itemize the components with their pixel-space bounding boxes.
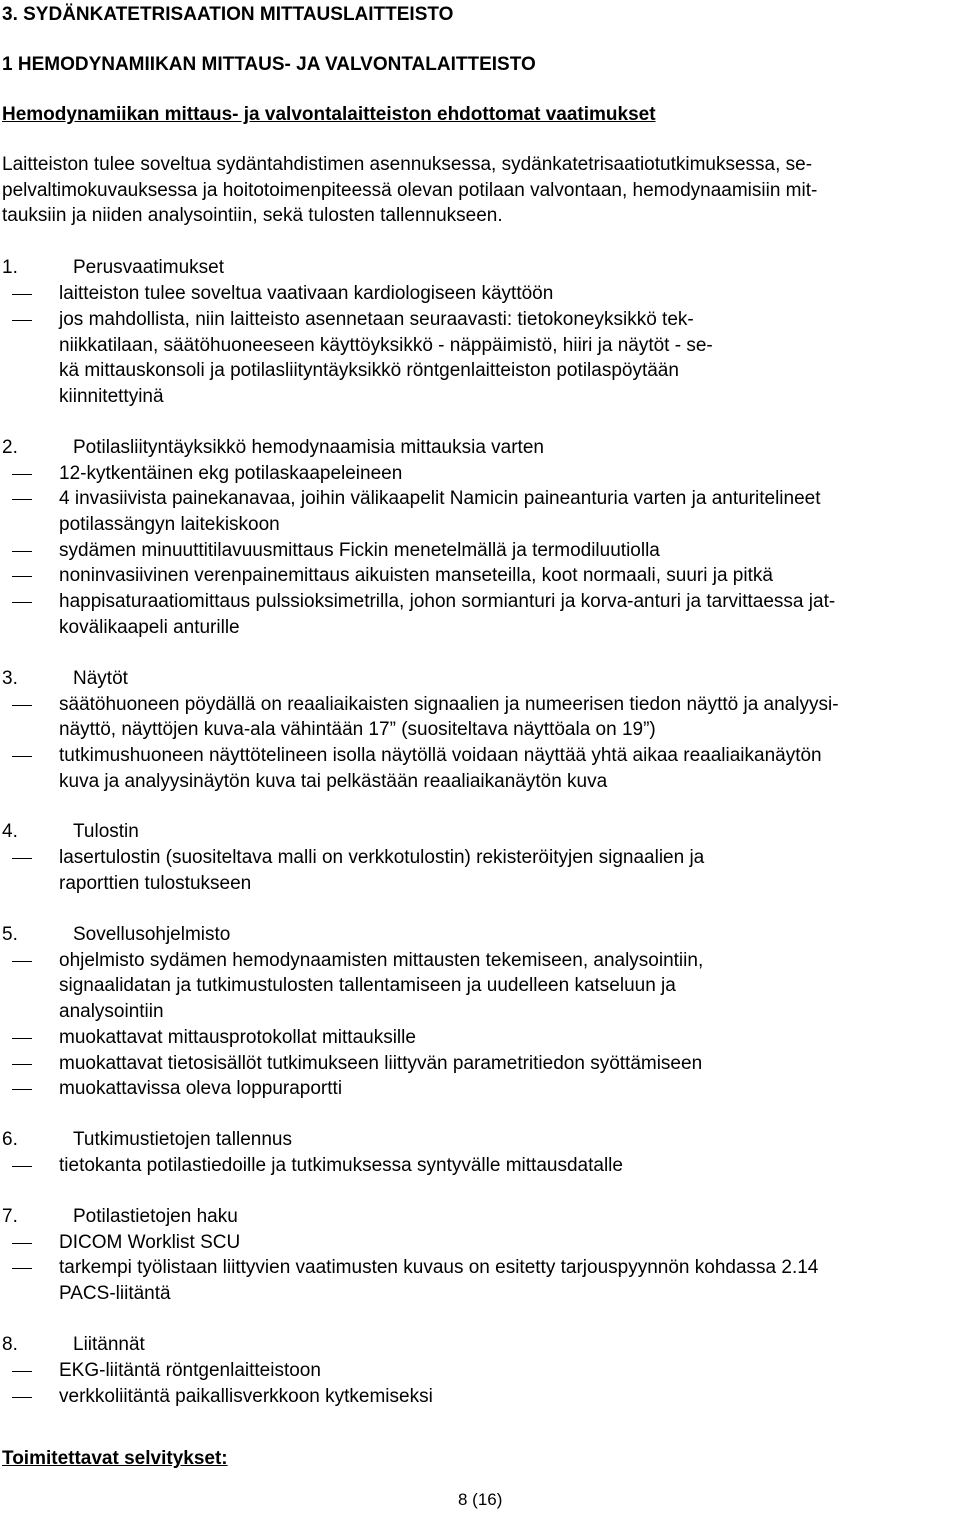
list-item (2, 948, 949, 1025)
dash-bullet-icon (12, 1064, 32, 1065)
page-number: 8 (16) (458, 1490, 503, 1509)
dash-bullet-icon (12, 1166, 32, 1167)
section-title-text: Näytöt (73, 667, 128, 689)
dash-bullet-icon (12, 1371, 32, 1372)
list-item-line: kovälikaapeli anturille (59, 616, 240, 638)
list-item-line: tutkimushuoneen näyttötelineen isolla näytöllä voidaan näyttää yhtä aikaa reaaliaikanäytön (59, 744, 822, 766)
section (2, 666, 958, 795)
bullet-list (2, 1358, 958, 1409)
list-item (2, 1153, 949, 1179)
list-item (2, 563, 949, 589)
requirements-heading: Hemodynamiikan mittaus- ja valvontalaitteiston ehdottomat vaatimukset (2, 104, 656, 125)
section (2, 1127, 958, 1179)
list-item-line: tarkempi työlistaan liittyvien vaatimusten kuvaus on esitetty tarjouspyynnön kohdassa 2.14 (59, 1257, 819, 1279)
section (2, 435, 958, 641)
list-item-line: muokattavissa oleva loppuraportti (59, 1078, 343, 1100)
section-title-text: Potilasliityntäyksikkö hemodynaamisia mittauksia varten (73, 436, 544, 458)
dash-bullet-icon (12, 1397, 32, 1398)
list-item (2, 743, 949, 794)
list-item-line: jos mahdollista, niin laitteisto asennetaan seuraavasti: tietokoneyksikkö tek- (59, 308, 694, 330)
intro-paragraph (2, 152, 947, 229)
dash-bullet-icon (12, 1038, 32, 1039)
list-item-line: raporttien tulostukseen (59, 873, 252, 895)
list-item-line: näyttö, näyttöjen kuva-ala vähintään 17” (suositeltava näyttöala on 19”) (59, 719, 656, 741)
bullet-list (2, 692, 958, 795)
list-item-line: EKG-liitäntä röntgenlaitteistoon (59, 1359, 321, 1381)
dash-bullet-icon (12, 705, 32, 706)
section-title (2, 435, 958, 461)
dash-bullet-icon (12, 499, 32, 500)
dash-bullet-icon (12, 294, 32, 295)
intro-line: pelvaltimokuvauksessa ja hoitotoimenpiteessä olevan potilaan valvontaan, hemodynaamisiin mit- (2, 179, 818, 201)
intro-line: Laitteiston tulee soveltua sydäntahdistimen asennuksessa, sydänkatetrisaatiotutkimuksessa, se- (2, 154, 813, 175)
list-item-line: muokattavat tietosisällöt tutkimukseen liittyvän parametritiedon syöttämiseen (59, 1052, 703, 1074)
list-item (2, 1230, 949, 1256)
section-number: 5. (2, 923, 18, 945)
section-title-text: Tulostin (73, 821, 139, 843)
dash-bullet-icon (12, 858, 32, 859)
section-title (2, 255, 958, 281)
dash-bullet-icon (12, 756, 32, 757)
list-item (2, 589, 949, 640)
list-item (2, 461, 949, 487)
list-item-line: kä mittauskonsoli ja potilasliityntäyksikkö röntgenlaitteiston potilaspöytään (59, 360, 679, 382)
list-item-line: muokattavat mittausprotokollat mittauksille (59, 1026, 416, 1048)
list-item (2, 1358, 949, 1384)
list-item-line: noninvasiivinen verenpainemittaus aikuisten manseteilla, koot normaali, suuri ja pitkä (59, 565, 773, 587)
bullet-list (2, 461, 958, 641)
section-number: 3. (2, 667, 18, 689)
bullet-list (2, 948, 958, 1102)
list-item-line: kiinnitettyinä (59, 385, 164, 407)
dash-bullet-icon (12, 320, 32, 321)
list-item-line: PACS-liitäntä (59, 1283, 171, 1305)
list-item-line: niikkatilaan, säätöhuoneeseen käyttöyksikkö - näppäimistö, hiiri ja näytöt - se- (59, 334, 713, 356)
list-item (2, 692, 949, 743)
bullet-list (2, 845, 958, 896)
list-item-line: sydämen minuuttitilavuusmittaus Fickin menetelmällä ja termodiluutiolla (59, 539, 660, 561)
section-title (2, 922, 958, 948)
dash-bullet-icon (12, 576, 32, 577)
list-item (2, 486, 949, 537)
section-number: 4. (2, 821, 18, 843)
section-title (2, 819, 958, 845)
list-item-line: 4 invasiivista painekanavaa, joihin välikaapelit Namicin paineanturia varten ja anturitelineet (59, 488, 821, 510)
section-title (2, 1127, 958, 1153)
section (2, 819, 958, 896)
section-title (2, 1332, 958, 1358)
dash-bullet-icon (12, 1243, 32, 1244)
list-item-line: kuva ja analyysinäytön kuva tai pelkästään reaaliaikanäytön kuva (59, 770, 608, 792)
dash-bullet-icon (12, 551, 32, 552)
list-item-line: 12-kytkentäinen ekg potilaskaapeleineen (59, 462, 403, 484)
list-item (2, 1051, 949, 1077)
section-number: 6. (2, 1128, 18, 1150)
section (2, 255, 958, 410)
dash-bullet-icon (12, 961, 32, 962)
list-item-line: DICOM Worklist SCU (59, 1231, 241, 1253)
section-title-text: Tutkimustietojen tallennus (73, 1128, 292, 1150)
list-item (2, 845, 949, 896)
bullet-list (2, 1230, 958, 1307)
list-item (2, 281, 949, 307)
list-item (2, 307, 949, 410)
bullet-list (2, 1153, 958, 1179)
list-item-line: potilassängyn laitekiskoon (59, 514, 280, 536)
dash-bullet-icon (12, 602, 32, 603)
document-page (2, 2, 958, 1409)
section-title-text: Liitännät (73, 1333, 145, 1355)
section-title-text: Sovellusohjelmisto (73, 923, 231, 945)
section-number: 1. (2, 257, 18, 279)
bullet-list (2, 281, 958, 410)
list-item (2, 1255, 949, 1306)
dash-bullet-icon (12, 1089, 32, 1090)
section-title (2, 1204, 958, 1230)
section-title-text: Perusvaatimukset (73, 257, 225, 279)
main-heading: 3. SYDÄNKATETRISAATION MITTAUSLAITTEISTO (2, 4, 454, 25)
list-item-line: laitteiston tulee soveltua vaativaan kardiologiseen käyttöön (59, 283, 554, 305)
dash-bullet-icon (12, 474, 32, 475)
list-item-line: analysointiin (59, 1001, 164, 1023)
list-item (2, 538, 949, 564)
section (2, 1204, 958, 1307)
list-item (2, 1076, 949, 1102)
list-item (2, 1025, 949, 1051)
section-title (2, 666, 958, 692)
list-item-line: lasertulostin (suositeltava malli on verkkotulostin) rekisteröityjen signaalien ja (59, 847, 705, 869)
requirements-sections (2, 255, 958, 1409)
list-item-line: säätöhuoneen pöydällä on reaaliaikaisten signaalien ja numeerisen tiedon näyttö ja analyysi- (59, 693, 839, 715)
section (2, 1332, 958, 1409)
section-number: 2. (2, 436, 18, 458)
dash-bullet-icon (12, 1268, 32, 1269)
section-number: 7. (2, 1205, 18, 1227)
list-item-line: tietokanta potilastiedoille ja tutkimuksessa syntyvälle mittausdatalle (59, 1154, 623, 1176)
list-item-line: happisaturaatiomittaus pulssioksimetrilla, johon sormianturi ja korva-anturi ja tarvittaessa jat- (59, 591, 836, 613)
intro-line: tauksiin ja niiden analysointiin, sekä tulosten tallennukseen. (2, 205, 503, 227)
section-number: 8. (2, 1333, 18, 1355)
list-item-line: ohjelmisto sydämen hemodynaamisten mittausten tekemiseen, analysointiin, (59, 949, 704, 971)
deliverables-heading: Toimitettavat selvitykset: (2, 1448, 228, 1469)
section-title-text: Potilastietojen haku (73, 1205, 238, 1227)
list-item-line: signaalidatan ja tutkimustulosten tallentamiseen ja uudelleen katseluun ja (59, 975, 676, 997)
list-item-line: verkkoliitäntä paikallisverkkoon kytkemiseksi (59, 1385, 433, 1407)
sub-heading: 1 HEMODYNAMIIKAN MITTAUS- JA VALVONTALAITTEISTO (2, 54, 536, 75)
list-item (2, 1384, 949, 1410)
section (2, 922, 958, 1102)
